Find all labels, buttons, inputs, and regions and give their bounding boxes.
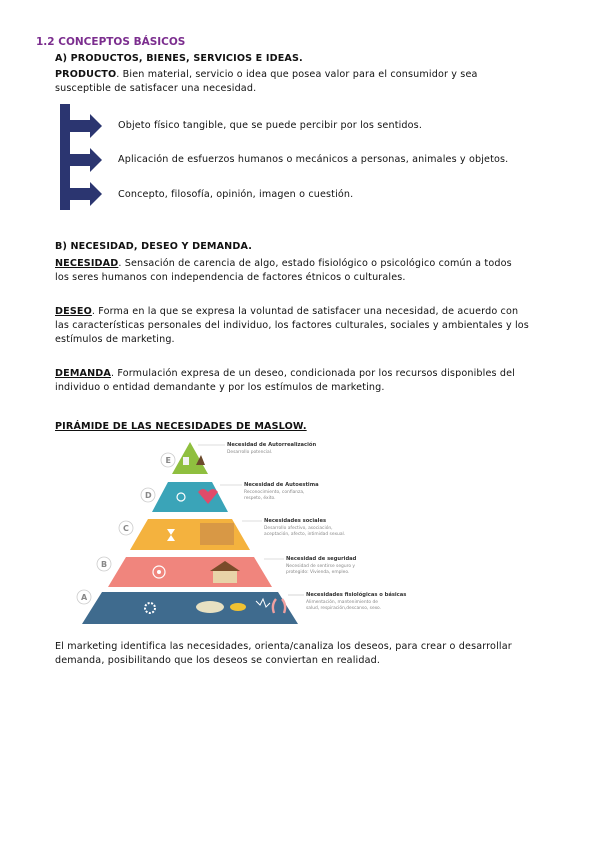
bracket-item-2: Aplicación de esfuerzos humanos o mecánicos a personas, animales y objetos. — [118, 154, 509, 165]
bracket-arrows-graphic — [58, 104, 108, 212]
producto-term: PRODUCTO — [55, 69, 117, 80]
closing-line1: El marketing identifica las necesidades, orienta/canaliza los deseos, para crear o desarrollar — [55, 641, 512, 652]
letter-a: A — [81, 593, 88, 602]
level-b-sub1: Necesidad de sentirse seguro y — [286, 564, 356, 569]
level-e-title: Necesidad de Autorrealización — [227, 442, 317, 448]
bracket-item-1: Objeto físico tangible, que se puede percibir por los sentidos. — [118, 120, 423, 131]
level-b-title: Necesidad de seguridad — [286, 556, 357, 562]
level-c-sub2: aceptación, afecto, intimidad sexual. — [264, 532, 346, 537]
house-icon — [213, 571, 237, 583]
level-d-title: Necesidad de Autoestima — [244, 482, 319, 488]
letter-d: D — [145, 491, 152, 500]
level-a-sub2: salud, respiración,descanso, sexo. — [306, 606, 382, 611]
demanda-line1 — [55, 367, 515, 381]
section-heading — [36, 36, 185, 48]
pyramid-level-a — [82, 592, 298, 624]
level-a-title: Necesidades fisiológicas o básicas — [306, 592, 407, 598]
producto-def-text: . Bien material, servicio o idea que posea valor para el consumidor y sea — [116, 69, 478, 80]
level-e-sub: Desarrollo potencial. — [227, 450, 273, 455]
producto-definition-line2: susceptible de satisfacer una necesidad. — [55, 83, 257, 94]
necesidad-line2: los seres humanos con independencia de factores étnicos o culturales. — [55, 272, 406, 283]
level-d-sub2: respeto, éxito. — [244, 496, 276, 501]
icon-e-person — [183, 457, 189, 465]
demanda-text: . Formulación expresa de un deseo, condicionada por los recursos disponibles del — [110, 368, 515, 379]
necesidad-line1 — [55, 257, 512, 271]
section-number: 1.2 — [36, 36, 55, 48]
demanda-term: DEMANDA — [55, 368, 111, 379]
level-d-sub1: Reconocimiento, confianza, — [244, 490, 305, 495]
pyramid-heading: PIRÁMIDE DE LAS NECESIDADES DE MASLOW. — [55, 421, 307, 432]
maslow-pyramid — [70, 437, 420, 627]
deseo-line1 — [55, 305, 518, 319]
necesidad-text: . Sensación de carencia de algo, estado fisiológico o psicológico común a todos — [118, 258, 512, 269]
section-title: CONCEPTOS BÁSICOS — [58, 36, 186, 48]
letter-c: C — [123, 524, 129, 533]
target-center — [157, 570, 161, 574]
part-b-heading: B) NECESIDAD, DESEO Y DEMANDA. — [55, 241, 253, 252]
level-a-sub1: Alimentación, mantenimiento de — [306, 600, 378, 605]
icon-c-people — [200, 523, 234, 545]
letter-e: E — [165, 456, 171, 465]
deseo-line3: estímulos de marketing. — [55, 334, 175, 345]
bracket-item-3: Concepto, filosofía, opinión, imagen o cuestión. — [118, 189, 354, 200]
pyramid-level-b — [108, 557, 272, 587]
deseo-text: . Forma en la que se expresa la voluntad de satisfacer una necesidad, de acuerdo con — [91, 306, 519, 317]
food-plate-icon — [196, 601, 224, 613]
level-c-sub1: Desarrollo afectivo, asociación, — [264, 526, 333, 531]
part-a-heading: A) PRODUCTOS, BIENES, SERVICIOS E IDEAS. — [55, 53, 303, 64]
pyramid-level-e — [172, 442, 208, 474]
bread-icon — [230, 603, 246, 611]
deseo-term: DESEO — [55, 306, 92, 317]
demanda-line2: individuo o entidad demandante y por los estímulos de marketing. — [55, 382, 385, 393]
necesidad-term: NECESIDAD — [55, 258, 119, 269]
deseo-line2: las características personales del individuo, los factores culturales, sociales y ambientales y los — [55, 320, 529, 331]
producto-definition-line1 — [55, 68, 478, 82]
closing-line2: demanda, posibilitando que los deseos se conviertan en realidad. — [55, 655, 381, 666]
letter-b: B — [101, 560, 108, 569]
level-c-title: Necesidades sociales — [264, 518, 327, 524]
level-b-sub2: protegido: Vivienda, empleo. — [286, 570, 350, 575]
pyramid-level-d — [152, 482, 228, 512]
